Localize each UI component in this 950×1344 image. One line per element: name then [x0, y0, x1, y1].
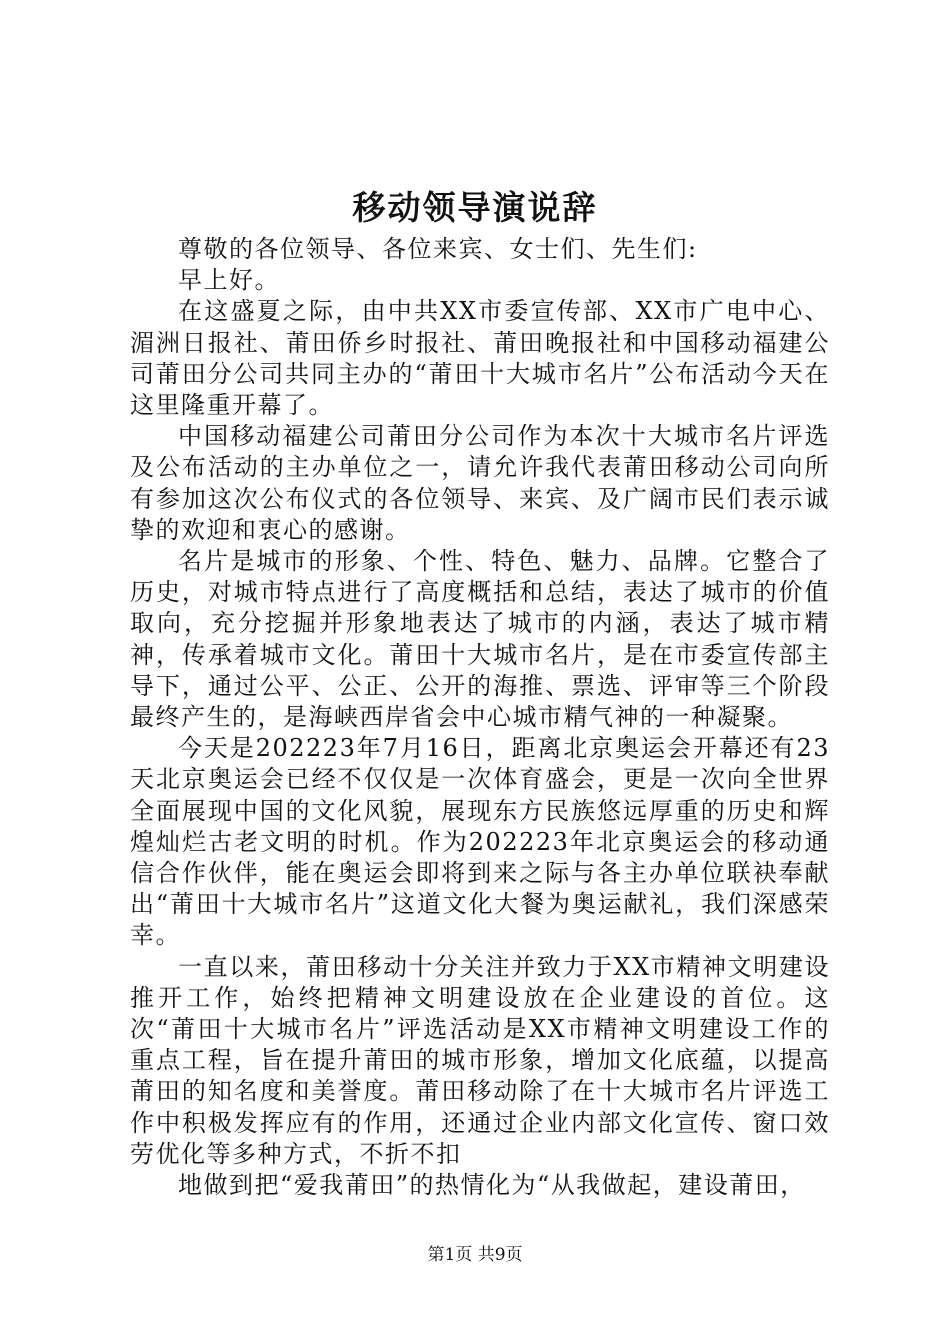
document-body	[130, 234, 830, 1201]
body-paragraph: 名片是城市的形象、个性、特色、魅力、品牌。它整合了历史，对城市特点进行了高度概括和总结，表达了城市的价值取向，充分挖掘并形象地表达了城市的内涵，表达了城市精神，传承着城市文化。莆田十大城市名片，是在市委宣传部主导下，通过公平、公正、公开的海推、票选、评审等三个阶段最终产生的，是海峡西岸省会中心城市精气神的一种凝聚。	[130, 547, 830, 732]
greeting-paragraph: 早上好。	[178, 266, 280, 295]
body-paragraph: 中国移动福建公司莆田分公司作为本次十大城市名片评选及公布活动的主办单位之一，请允许我代表莆田移动公司向所有参加这次公布仪式的各位领导、来宾、及广阔市民们表示诚挚的欢迎和衷心的感谢。	[130, 422, 830, 544]
salutation-paragraph: 尊敬的各位领导、各位来宾、女士们、先生们:	[178, 235, 698, 263]
body-paragraph: 今天是202223年7月16日，距离北京奥运会开幕还有23天北京奥运会已经不仅仅是一次体育盛会，更是一次向全世界全面展现中国的文化风貌，展现东方民族悠远厚重的历史和辉煌灿烂古老文明的时机。作为202223年北京奥运会的移动通信合作伙伴，能在奥运会即将到来之际与各主办单位联袂奉献出“莆田十大城市名片”这道文化大餐为奥运献礼，我们深感荣幸。	[130, 734, 830, 950]
page-number-footer: 第1页 共9页	[427, 1245, 523, 1265]
body-paragraph: 在这盛夏之际，由中共XX市委宣传部、XX市广电中心、湄洲日报社、莆田侨乡时报社、莆田晚报社和中国移动福建公司莆田分公司共同主办的“莆田十大城市名片”公布活动今天在这里隆重开幕了。	[130, 297, 830, 420]
document-title: 移动领导演说辞	[352, 188, 598, 227]
body-paragraph: 地做到把“爱我莆田”的热情化为“从我做起，建设莆田，	[178, 1171, 806, 1200]
body-paragraph: 一直以来，莆田移动十分关注并致力于XX市精神文明建设推开工作，始终把精神文明建设放在企业建设的首位。这次“莆田十大城市名片”评选活动是XX市精神文明建设工作的重点工程，旨在提升莆田的城市形象，增加文化底蕴，以提高莆田的知名度和美誉度。莆田移动除了在十大城市名片评选工作中积极发挥应有的作用，还通过企业内部文化宣传、窗口效劳优化等多种方式，不折不扣	[130, 952, 830, 1168]
